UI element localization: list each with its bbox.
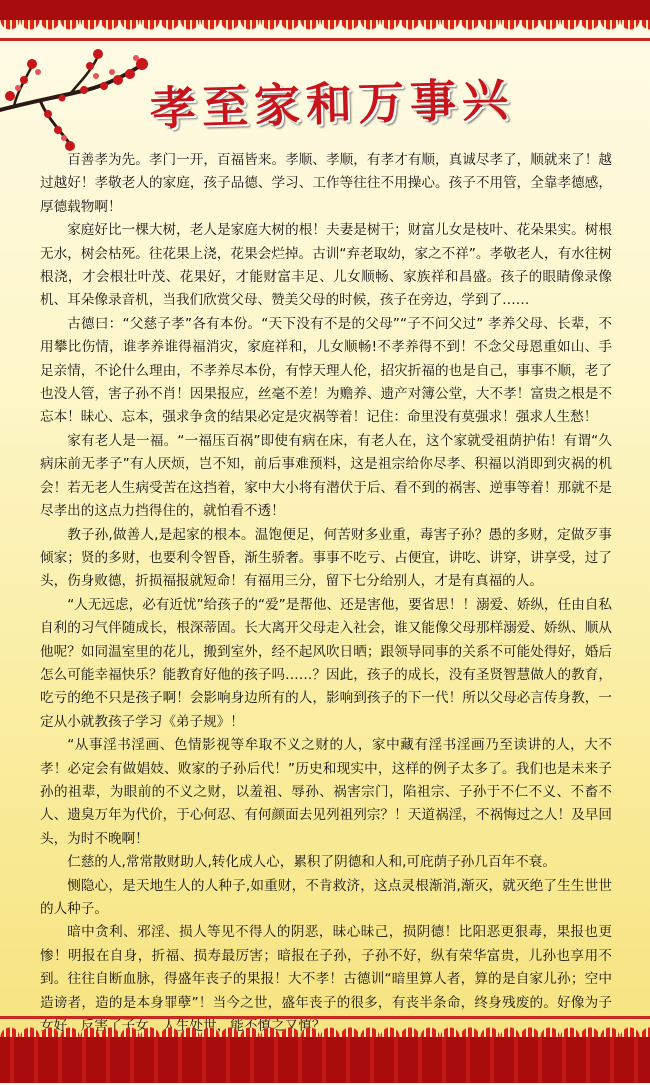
bottom-ornamental-border (0, 1019, 650, 1037)
top-red-band (0, 0, 650, 20)
paragraph: “从事淫书淫画、色情影视等牟取不义之财的人，家中藏有淫书淫画乃至读讲的人，大不孝！必定会有做娼妓、败家的子孙后代！”历史和现实中，这样的例子太多了。我们也是未来子孙的祖辈，为眼前的不义之财，以羞祖、辱孙、祸害宗门，陷祖宗、子孙于不仁不义、不畜不人、遗臭万年为代价，于心何忍、有何颜面去见列祖列宗？！天道祸淫，不祸悔过之人！及早回头，为时不晚啊！ (40, 737, 612, 847)
paragraph: 恻隐心，是天地生人的人种子,如重财，不肯救济，这点灵根渐消,渐灭，就灭绝了生生世世的人种子。 (40, 877, 612, 917)
paragraph: 古德曰：“父慈子孝”各有本份。“天下没有不是的父母”“子不问父过” 孝养父母、长辈，不用攀比伤情，谁孝养谁得福消灾，家庭祥和，儿女顺畅!不孝养得不到！不念父母恩重如山、手足亲情，不论什么理由，不孝养尽本份，有悖天理人伦，招灾折福的也是自己，事事不顺，老了也没人管，害子孙不肖！因果报应，丝毫不差！为赡养、遗产对簿公堂，大不孝！富贵之根是不忘本！昧心、忘本，强求争贪的结果必定是灾祸等着！记住：命里没有莫强求！强求人生愁！ (40, 315, 612, 426)
bottom-red-band (0, 1037, 650, 1083)
paragraph: 家庭好比一棵大树，老人是家庭大树的根！夫妻是树干；财富儿女是枝叶、花朵果实。树根无水，树会枯死。往花果上浇，花果会烂掉。古训“弃老取幼，家之不祥”。孝敬老人，有水往树根浇，才会根壮叶茂、花果好，才能财富丰足、儿女顺畅、家族祥和昌盛。孩子的眼睛像录像机、耳朵像录音机，当我们欣赏父母、赞美父母的时候，孩子在旁边，学到了…… (40, 222, 612, 309)
paragraph: 教子孙,做善人,是起家的根本。温饱便足，何苦财多业重，毒害子孙？愚的多财，定做歹事倾家；贤的多财，也要利令智昏，渐生骄奢。事事不吃亏、占便宜，讲吃、讲穿，讲享受，过了头，伤身败德，折损福报就短命！有福用三分，留下七分给别人，才是有真福的人。 (40, 526, 612, 590)
paragraph: 暗中贪利、邪淫、损人等见不得人的阴恶，昧心昧己，损阴德！比阳恶更狠毒，果报也更惨！明报在自身，折福、损寿最厉害；暗报在子孙，子孙不好，纵有荣华富贵，儿孙也享用不到。往往自断血脉，得盛年丧子的果报！大不孝！古德训“暗里算人者，算的是自家儿孙；空中造谤者，造的是本身罪孽”！当今之世，盛年丧子的很多，有丧半条命，终身残废的。好像为子 (40, 924, 612, 1011)
paragraph: “人无远虑，必有近忧”给孩子的“爱”是帮他、还是害他，要省思！！溺爱、娇纵，任由自私自利的习气伴随成长，根深蒂固。长大离开父母走入社会，谁又能像父母那样溺爱、娇纵、顺从他呢？如同温室里的花儿，搬到室外，经不起风吹日晒；跟领导同事的关系不可能处得好，婚后怎么可能幸福快乐？能教育好他的孩子吗……？因此，孩子的成长，没有圣贤智慧做人的教育，吃亏的绝不只是孩子啊！会影响身边所有的人，影响到孩子的下一代！所以父母必言传身教，一定从小就教孩子学习《弟子规》！ (40, 596, 612, 730)
top-ornamental-border (0, 20, 650, 38)
paragraph: 仁慈的人,常常散财助人,转化成人心，累积了阴德和人和,可庇荫子孙几百年不衰。 (67, 854, 556, 871)
paragraph: 家有老人是一福。“一福压百祸”即使有病在床，有老人在，这个家就受祖荫护佑！有谓“久病床前无孝子”有人厌烦，岂不知，前后事难预料，这是祖宗给你尽孝、积福以消即到灾祸的机会！若无老人生病受苦在这挡着，家中大小将有潜伏于后、看不到的祸害、逆事等着！那就不是尽孝出的这点力挡得住的，就怕看不透！ (40, 432, 612, 520)
paragraph: 百善孝为先。孝门一开，百福皆来。孝顺、孝顺，有孝才有顺，真诚尽孝了，顺就来了！越过越好！孝敬老人的家庭，孩子品德、学习、工作等往往不用操心。孩子不用管，全靠孝德感，厚德载物啊！ (40, 152, 612, 215)
article-body (40, 149, 612, 1085)
page-title: 孝至家和万事兴 (149, 72, 515, 136)
